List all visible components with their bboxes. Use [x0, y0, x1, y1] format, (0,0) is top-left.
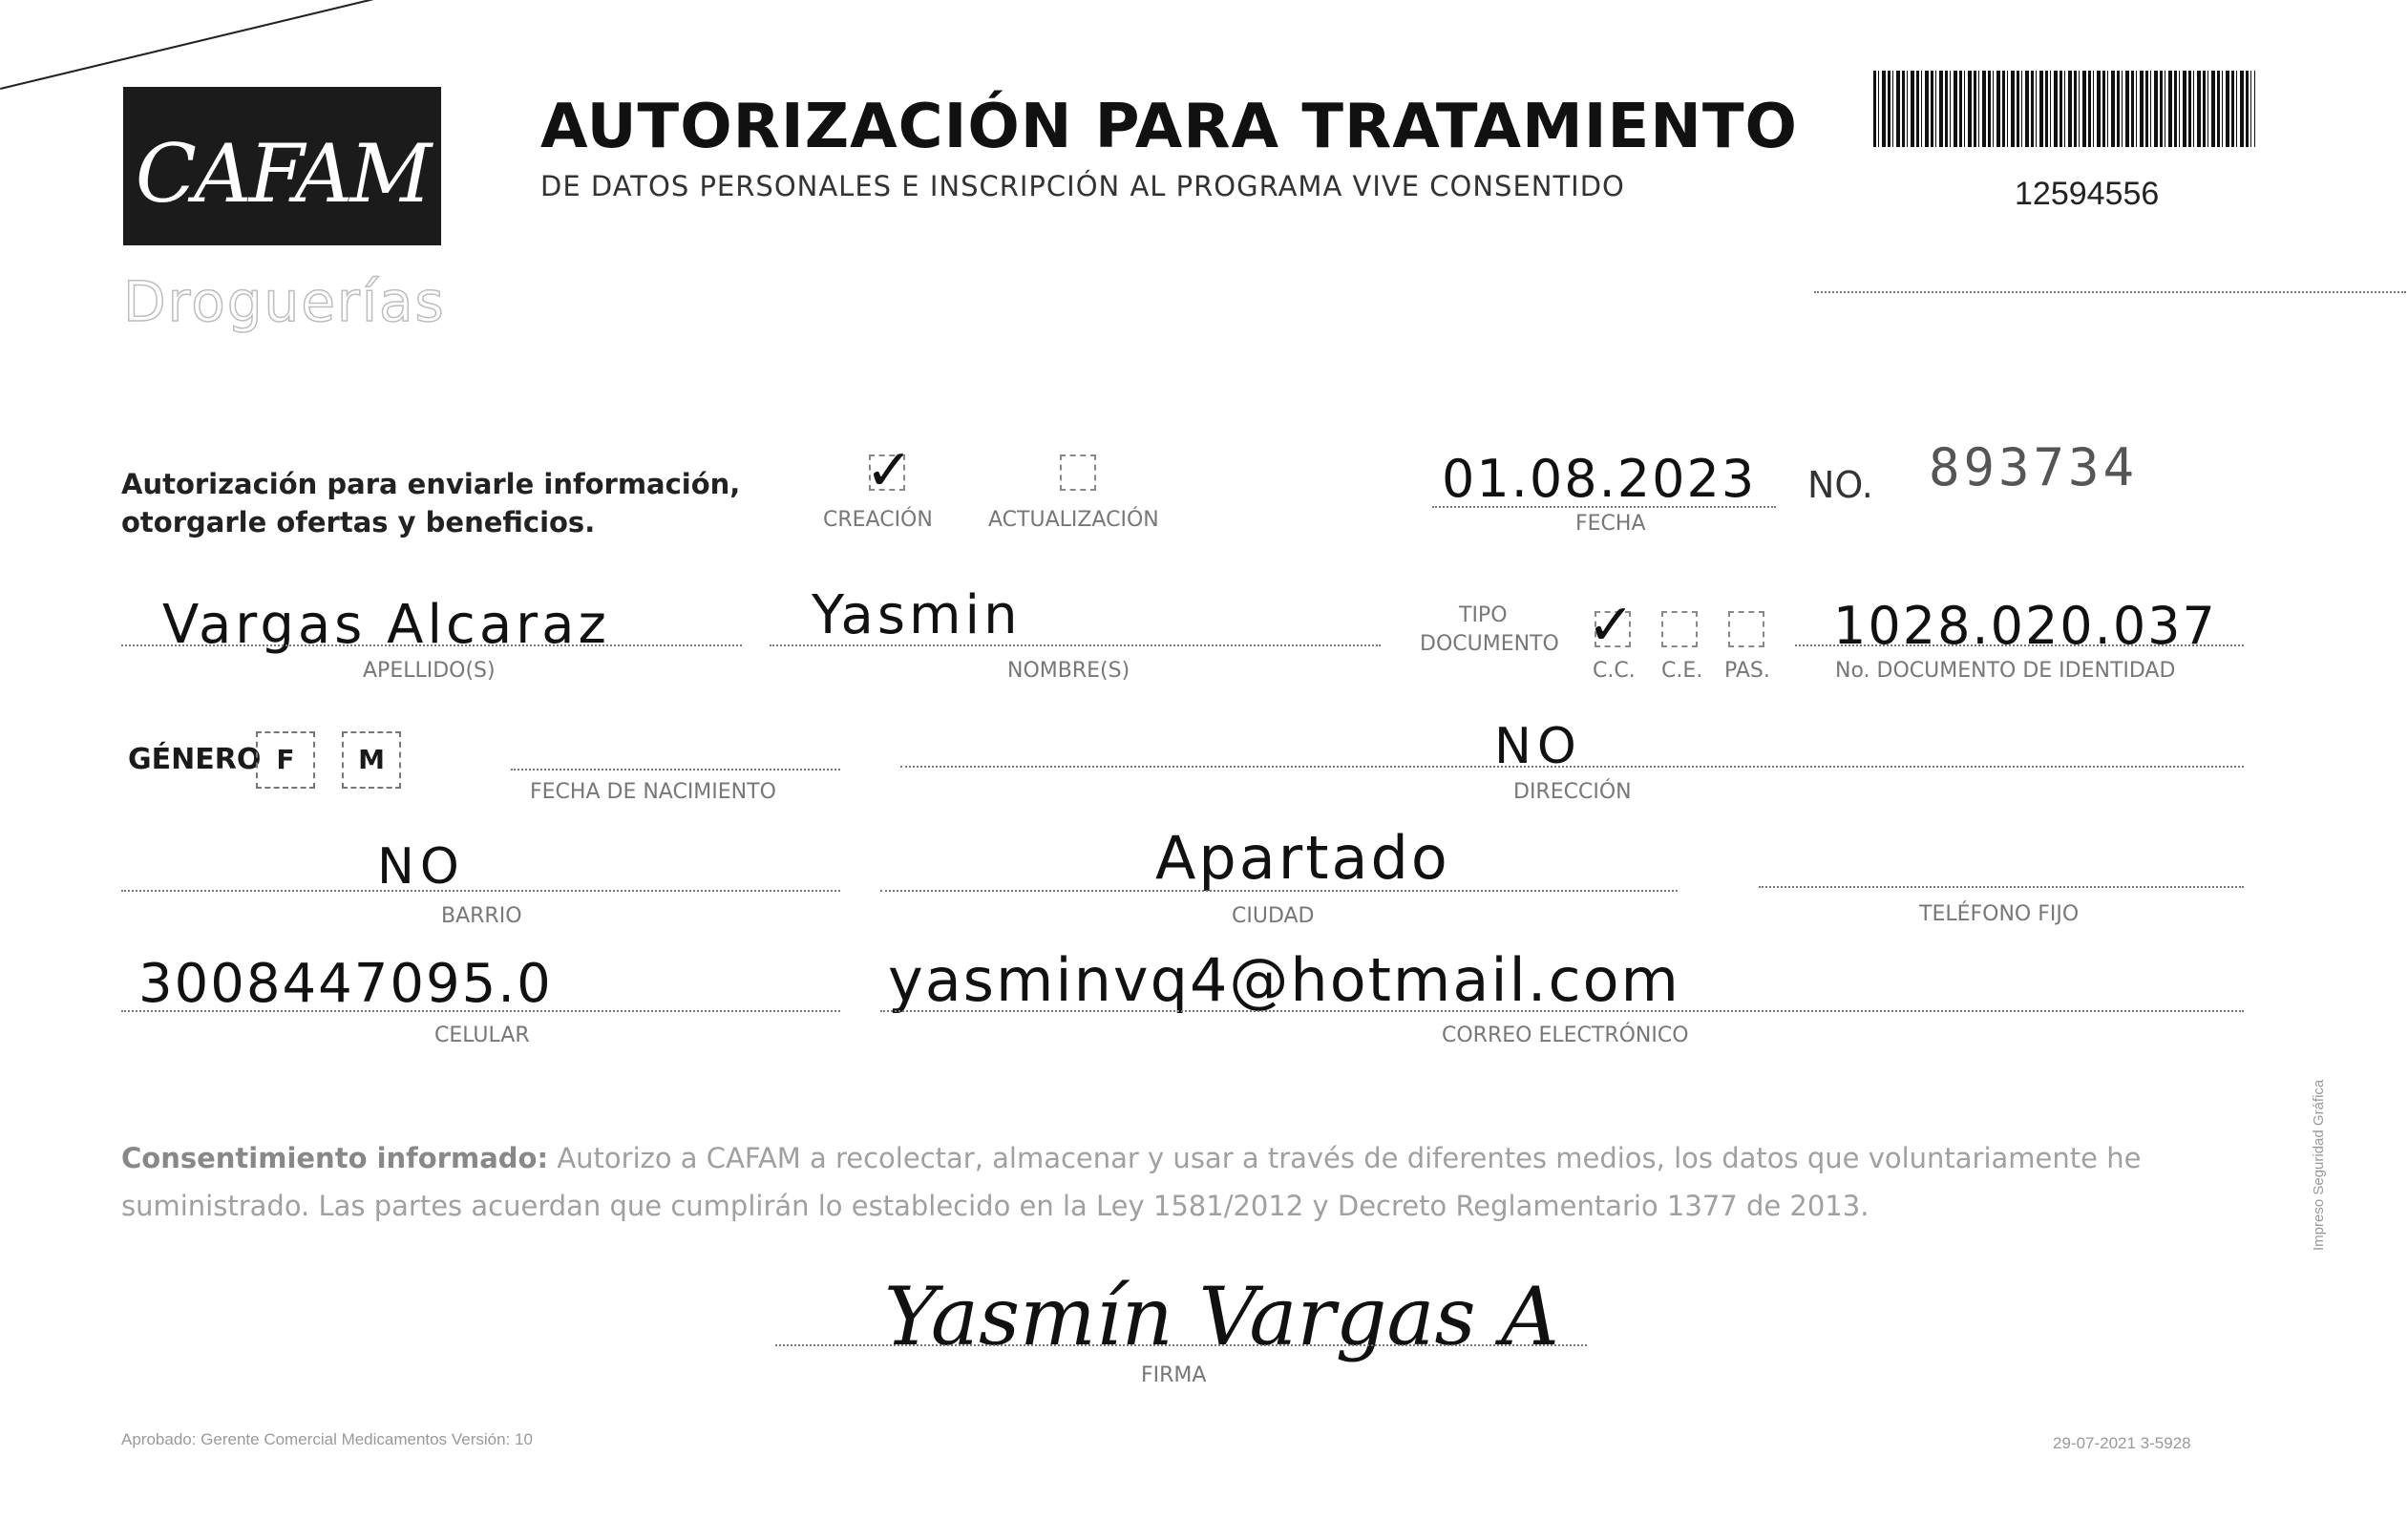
- telefono-line: [1759, 886, 2244, 888]
- form-title: AUTORIZACIÓN PARA TRATAMIENTO: [540, 92, 1798, 162]
- logo-text: CAFAM: [135, 127, 430, 221]
- correo-value[interactable]: yasminvq4@hotmail.com: [888, 945, 1680, 1015]
- signature-value[interactable]: Yasmín Vargas A: [884, 1270, 1559, 1363]
- direccion-value[interactable]: NO: [1494, 718, 1582, 775]
- fecha-label: FECHA: [1575, 512, 1646, 536]
- footer-right: 29-07-2021 3-5928: [2053, 1434, 2191, 1452]
- creacion-check-mark: ✓: [865, 437, 914, 504]
- direccion-label: DIRECCIÓN: [1513, 780, 1632, 804]
- barcode: [1873, 71, 2255, 147]
- form-no-label: NO.: [1807, 464, 1873, 506]
- celular-line: [121, 1010, 840, 1012]
- apellidos-label: APELLIDO(S): [363, 659, 496, 683]
- genero-f-box[interactable]: F: [256, 731, 315, 789]
- tipo-label-1: TIPO: [1459, 603, 1508, 627]
- side-security-text: Impreso Seguridad Gráfica: [2311, 1079, 2327, 1251]
- nombres-label: NOMBRE(S): [1007, 659, 1130, 683]
- apellidos-line: [121, 644, 742, 646]
- genero-m-box[interactable]: M: [342, 731, 401, 789]
- sub-brand-text: Droguerías: [123, 269, 446, 334]
- consent-heading: Consentimiento informado:: [121, 1142, 549, 1174]
- telefono-label: TELÉFONO FIJO: [1919, 902, 2080, 926]
- celular-label: CELULAR: [434, 1024, 530, 1047]
- signature-label: FIRMA: [1141, 1363, 1207, 1387]
- nacimiento-line: [511, 769, 840, 771]
- ciudad-line: [880, 890, 1678, 892]
- pas-label: PAS.: [1724, 659, 1770, 683]
- actualizacion-label: ACTUALIZACIÓN: [988, 508, 1159, 532]
- nombres-value[interactable]: Yasmin: [812, 584, 1022, 646]
- nacimiento-label: FECHA DE NACIMIENTO: [530, 780, 776, 804]
- ce-checkbox[interactable]: [1661, 611, 1698, 647]
- dotted-line: [1814, 291, 2406, 293]
- apellidos-value[interactable]: Vargas Alcaraz: [162, 594, 610, 656]
- consent-text: Autorizo a CAFAM a recolectar, almacenar y usar a través de diferentes medios, los datos que voluntariamente he suministrado. Las partes acuerdan que cumplirán lo establecido en la Ley 1581/2012 y Decreto Reglamentario 1377 de 2013.: [121, 1142, 2142, 1222]
- fecha-line: [1432, 506, 1776, 508]
- cc-label: C.C.: [1593, 659, 1636, 683]
- barrio-value[interactable]: NO: [377, 838, 465, 896]
- intro-line-1: Autorización para enviarle información,: [121, 468, 741, 500]
- ce-label: C.E.: [1661, 659, 1703, 683]
- fecha-value[interactable]: 01.08.2023: [1442, 449, 1757, 509]
- barrio-label: BARRIO: [441, 904, 522, 928]
- pas-checkbox[interactable]: [1728, 611, 1764, 647]
- form-no-value: 893734: [1929, 437, 2139, 497]
- form-subtitle: DE DATOS PERSONALES E INSCRIPCIÓN AL PROGRAMA VIVE CONSENTIDO: [540, 170, 1625, 202]
- documento-value[interactable]: 1028.020.037: [1833, 596, 2217, 656]
- correo-label: CORREO ELECTRÓNICO: [1442, 1024, 1689, 1047]
- cc-check-mark: ✓: [1587, 592, 1636, 659]
- footer-left: Aprobado: Gerente Comercial Medicamentos Versión: 10: [121, 1430, 533, 1448]
- consent-paragraph: [121, 1134, 2260, 1230]
- intro-line-2: otorgarle ofertas y beneficios.: [121, 506, 596, 538]
- barrio-line: [121, 890, 840, 892]
- ciudad-label: CIUDAD: [1232, 904, 1315, 928]
- signature-line: [775, 1344, 1587, 1346]
- tipo-label-2: DOCUMENTO: [1420, 632, 1559, 656]
- celular-value[interactable]: 3008447095.0: [138, 953, 553, 1015]
- barcode-number: 12594556: [2015, 176, 2160, 212]
- nombres-line: [770, 644, 1381, 646]
- cafam-logo: [123, 87, 441, 245]
- creacion-label: CREACIÓN: [823, 508, 933, 532]
- correo-line: [880, 1010, 2244, 1012]
- direccion-line: [900, 766, 2244, 768]
- intro-text: [121, 465, 740, 541]
- documento-line: [1795, 644, 2244, 646]
- actualizacion-checkbox[interactable]: [1060, 454, 1096, 491]
- stray-pen-line: [0, 0, 465, 90]
- documento-label: No. DOCUMENTO DE IDENTIDAD: [1835, 659, 2176, 683]
- ciudad-value[interactable]: Apartado: [1155, 823, 1450, 893]
- genero-label: GÉNERO: [128, 743, 262, 776]
